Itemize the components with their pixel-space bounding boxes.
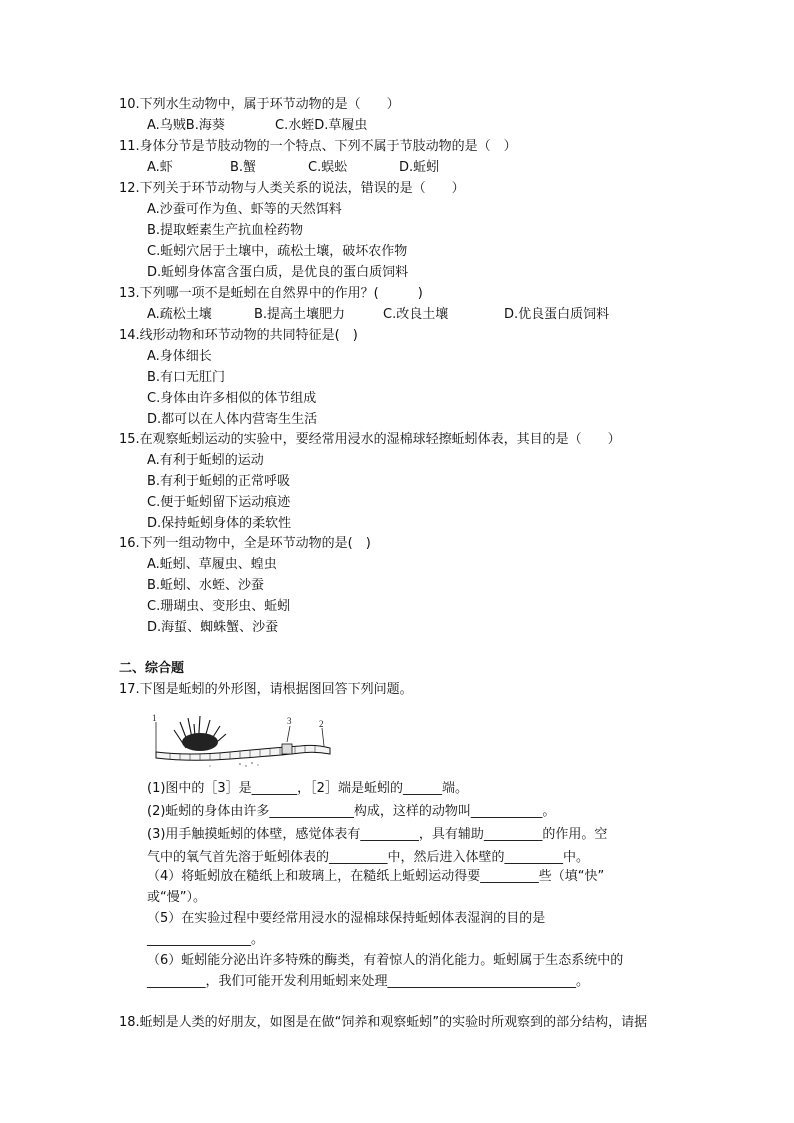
question-12-stem: 12.下列关于环节动物与人类关系的说法，错误的是（ ） bbox=[119, 181, 465, 196]
question-11-option-c: C.蜈蚣 bbox=[308, 160, 348, 175]
question-16-option-d: D.海蜇、蜘蛛蟹、沙蚕 bbox=[147, 620, 279, 635]
earthworm-body bbox=[156, 745, 330, 760]
earthworm-figure bbox=[150, 712, 340, 770]
question-11-stem: 11.身体分节是节肢动物的一个特点、下列不属于节肢动物的是（ ） bbox=[119, 139, 517, 154]
question-12-option-a: A.沙蚕可作为鱼、虾等的天然饵料 bbox=[147, 202, 342, 217]
question-17-part-1: (1)图中的［3］是_______，［2］端是蚯蚓的______端。 bbox=[147, 781, 468, 796]
question-15-option-c: C.便于蚯蚓留下运动痕迹 bbox=[147, 495, 291, 510]
question-12-option-b: B.提取蛭素生产抗血栓药物 bbox=[147, 223, 304, 238]
question-11-option-a: A.虾 bbox=[147, 160, 173, 175]
question-16-option-c: C.珊瑚虫、变形虫、蚯蚓 bbox=[147, 599, 291, 614]
section-2-heading: 二、综合题 bbox=[119, 661, 185, 676]
question-10-option-ab: A.乌贼B.海葵 bbox=[147, 118, 225, 133]
question-17-part-3-line-2: 气中的氧气首先溶于蚯蚓体表的_________中，然后进入体壁的_________中。 bbox=[147, 850, 590, 865]
question-10-option-cd: C.水蛭D.草履虫 bbox=[275, 118, 368, 133]
question-17-part-4-line-2: 或“慢”）。 bbox=[147, 890, 206, 905]
question-14-option-b: B.有口无肛门 bbox=[147, 370, 226, 385]
question-17-part-2: (2)蚯蚓的身体由许多_____________构成，这样的动物叫___________。 bbox=[147, 804, 556, 819]
question-16-option-a: A.蚯蚓、草履虫、蝗虫 bbox=[147, 557, 277, 572]
question-17-stem: 17.下图是蚯蚓的外形图，请根据图回答下列问题。 bbox=[119, 682, 413, 697]
question-14-option-a: A.身体细长 bbox=[147, 349, 212, 364]
question-15-stem: 15.在观察蚯蚓运动的实验中，要经常用浸水的湿棉球轻擦蚯蚓体表，其目的是（ ） bbox=[119, 432, 621, 447]
question-13-stem: 13.下列哪一项不是蚯蚓在自然界中的作用？( ) bbox=[119, 286, 423, 301]
earthworm-clitellum bbox=[282, 744, 292, 754]
question-16-stem: 16.下列一组动物中，全是环节动物的是( ) bbox=[119, 536, 371, 551]
question-14-option-c: C.身体由许多相似的体节组成 bbox=[147, 391, 317, 406]
question-15-option-d: D.保持蚯蚓身体的柔软性 bbox=[147, 516, 292, 531]
figure-pointer-2 bbox=[322, 728, 324, 746]
question-17-part-6-line-1: （6）蚯蚓能分泌出许多特殊的酶类，有着惊人的消化能力。蚯蚓属于生态系统中的 bbox=[147, 953, 624, 968]
question-14-option-d: D.都可以在人体内营寄生生活 bbox=[147, 412, 318, 427]
figure-label-3: 3 bbox=[287, 716, 292, 726]
question-13-option-a: A.疏松土壤 bbox=[147, 307, 212, 322]
question-12-option-c: C.蚯蚓穴居于土壤中，疏松土壤，破坏农作物 bbox=[147, 244, 408, 259]
question-16-option-b: B.蚯蚓、水蛭、沙蚕 bbox=[147, 578, 265, 593]
question-13-option-b: B.提高土壤肥力 bbox=[254, 307, 346, 322]
question-15-option-a: A.有利于蚯蚓的运动 bbox=[147, 453, 264, 468]
question-17-part-4-line-1: （4）将蚯蚓放在糙纸上和玻璃上，在糙纸上蚯蚓运动得要_________些（填“快” bbox=[147, 869, 605, 884]
question-11-option-b: B.蟹 bbox=[230, 160, 257, 175]
question-14-stem: 14.线形动物和环节动物的共同特征是( ) bbox=[119, 328, 358, 343]
question-11-option-d: D.蚯蚓 bbox=[399, 160, 440, 175]
question-12-option-d: D.蚯蚓身体富含蛋白质，是优良的蛋白质饲料 bbox=[147, 265, 409, 280]
figure-label-2: 2 bbox=[319, 719, 324, 729]
figure-label-1: 1 bbox=[152, 713, 157, 723]
question-17-part-5-line-2: ________________。 bbox=[147, 932, 265, 947]
question-10-stem: 10.下列水生动物中，属于环节动物的是（ ） bbox=[119, 97, 400, 112]
question-15-option-b: B.有利于蚯蚓的正常呼吸 bbox=[147, 474, 291, 489]
question-13-option-c: C.改良土壤 bbox=[383, 307, 449, 322]
figure-pointer-3 bbox=[287, 726, 290, 742]
question-17-part-6-line-2: _________，我们可能开发利用蚯蚓来处理_____________________________。 bbox=[147, 974, 590, 989]
question-18-stem: 18.蚯蚓是人类的好朋友，如图是在做“饲养和观察蚯蚓”的实验时所观察到的部分结构，请据 bbox=[119, 1015, 648, 1030]
soil-specks bbox=[209, 762, 258, 767]
question-17-part-3-line-1: (3)用手触摸蚯蚓的体壁，感觉体表有_________，具有辅助_________的作用。空 bbox=[147, 827, 608, 842]
question-13-option-d: D.优良蛋白质饲料 bbox=[504, 307, 610, 322]
grass-clump bbox=[182, 733, 218, 751]
question-17-part-5-line-1: （5）在实验过程中要经常用浸水的湿棉球保持蚯蚓体表湿润的目的是 bbox=[147, 911, 546, 926]
